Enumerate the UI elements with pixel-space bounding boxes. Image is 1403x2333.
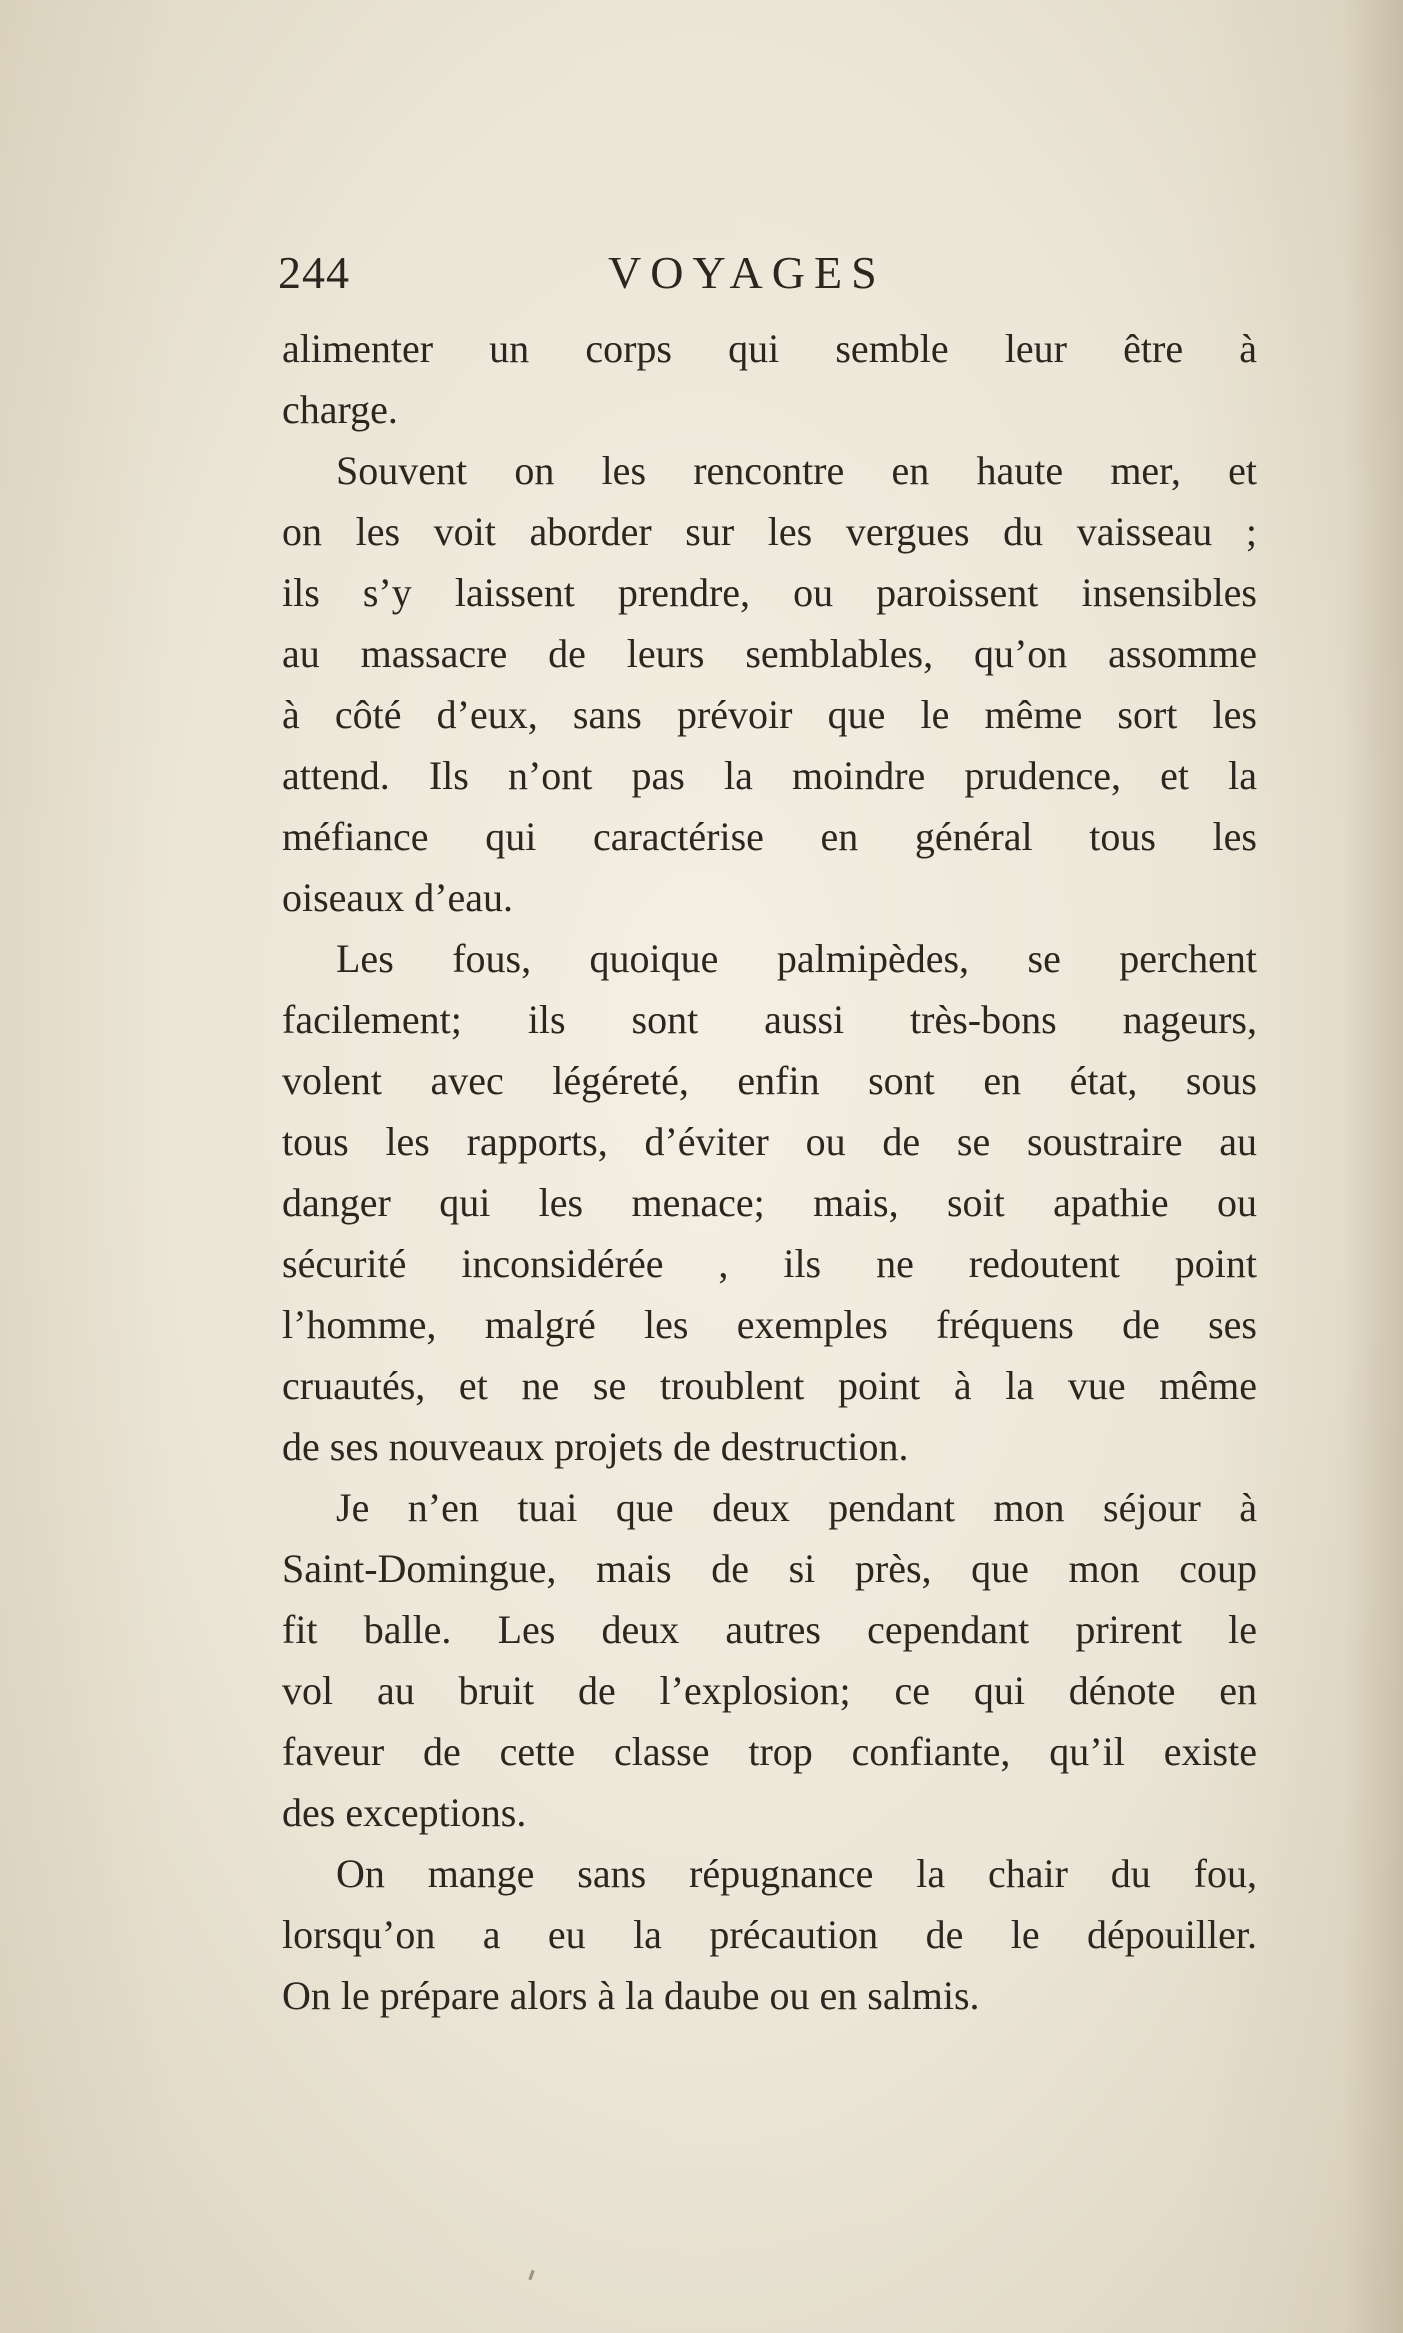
text-line: l’homme, malgré les exemples fréquens de ses [282,1302,1257,1347]
running-title: VOYAGES [608,247,886,298]
text-line: tous les rapports, d’éviter ou de se soustraire au [282,1119,1257,1164]
text-line: alimenter un corps qui semble leur être à [282,326,1257,371]
text-line: volent avec légéreté, enfin sont en état, sous [282,1058,1257,1103]
text-line: fit balle. Les deux autres cependant prirent le [282,1607,1257,1652]
text-line: facilement; ils sont aussi très-bons nageurs, [282,997,1257,1042]
text-line: danger qui les menace; mais, soit apathie ou [282,1180,1257,1225]
paragraph-start-line: On mange sans répugnance la chair du fou, [336,1851,1257,1896]
text-line: de ses nouveaux projets de destruction. [282,1424,909,1469]
text-line: attend. Ils n’ont pas la moindre prudence, et la [282,753,1257,798]
text-line: sécurité inconsidérée , ils ne redoutent point [282,1241,1257,1286]
paragraph-start-line: Souvent on les rencontre en haute mer, et [336,448,1257,493]
text-line: Saint-Domingue, mais de si près, que mon coup [282,1546,1257,1591]
text-line: méfiance qui caractérise en général tous les [282,814,1257,859]
text-line: on les voit aborder sur les vergues du vaisseau ; [282,509,1257,554]
paragraph-start-line: Les fous, quoique palmipèdes, se perchent [336,936,1257,981]
page-edge-shadow [1343,0,1403,2333]
text-line: à côté d’eux, sans prévoir que le même sort les [282,692,1257,737]
text-line: faveur de cette classe trop confiante, qu’il existe [282,1729,1257,1774]
running-head [278,240,1263,310]
text-line: On le prépare alors à la daube ou en salmis. [282,1973,980,2018]
text-line: ils s’y laissent prendre, ou paroissent insensibles [282,570,1257,615]
ink-speck [528,2270,534,2280]
paragraph-start-line: Je n’en tuai que deux pendant mon séjour à [336,1485,1257,1530]
text-line: vol au bruit de l’explosion; ce qui dénote en [282,1668,1257,1713]
text-line: au massacre de leurs semblables, qu’on assomme [282,631,1257,676]
text-line: cruautés, et ne se troublent point à la vue même [282,1363,1257,1408]
text-line: des exceptions. [282,1790,527,1835]
body-text [282,318,1257,2026]
text-line: oiseaux d’eau. [282,875,514,920]
text-line: charge. [282,387,398,432]
text-line: lorsqu’on a eu la précaution de le dépouiller. [282,1912,1257,1957]
page-number: 244 [278,247,350,298]
